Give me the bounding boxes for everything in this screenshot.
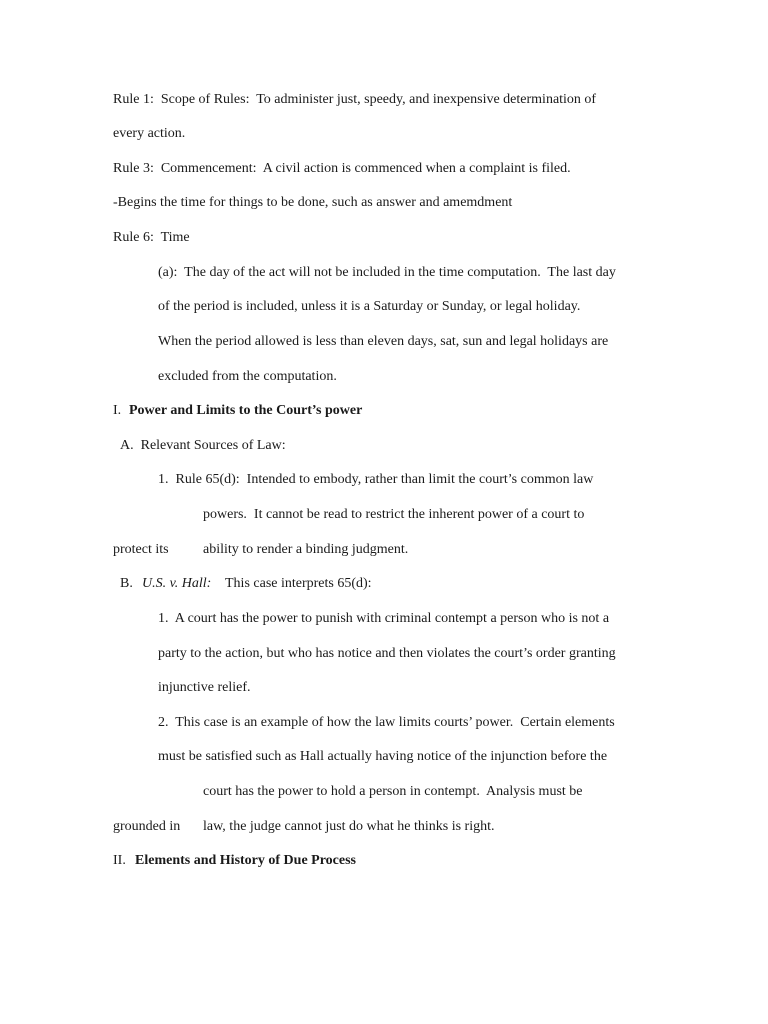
rule-65d-line-3: [0, 538, 409, 562]
subsection-b-text: This case interprets 65(d):: [225, 576, 372, 591]
rule-3-line: [0, 157, 571, 181]
case-name: U.S. v. Hall:: [142, 576, 212, 591]
hall-point-2-text-4b: law, the judge cannot just do what he thinks is right.: [203, 819, 495, 834]
subsection-b-number: B.: [120, 576, 133, 591]
hall-point-1-text-2: party to the action, but who has notice and then violates the court’s order granting: [158, 646, 616, 661]
hall-point-2-line-4: [0, 815, 495, 839]
rule-65d-text-2: powers. It cannot be read to restrict the inherent power of a court to: [203, 507, 585, 522]
section-1-title: Power and Limits to the Court’s power: [129, 403, 363, 418]
subsection-a-heading: [0, 434, 286, 458]
rule-6-a-line-4: [0, 365, 337, 389]
rule-6-a-line-2: [0, 295, 581, 319]
hall-point-1-line-1: [0, 607, 610, 631]
rule-65d-text-3a: protect its: [113, 542, 169, 557]
rule-65d-line-2: [0, 503, 585, 527]
rule-65d-text-3b: ability to render a binding judgment.: [203, 542, 409, 557]
rule-3-note-text: -Begins the time for things to be done, such as answer and amemdment: [113, 195, 513, 210]
rule-1-line: [0, 88, 597, 112]
rule-6-text: Rule 6: Time: [113, 230, 190, 245]
section-2-title: Elements and History of Due Process: [135, 853, 356, 868]
hall-point-1-text-3: injunctive relief.: [158, 680, 251, 695]
rule-6-line: [0, 226, 190, 250]
rule-6-a-text-3: When the period allowed is less than eleven days, sat, sun and legal holidays are: [158, 334, 609, 349]
rule-3-text: Rule 3: Commencement: A civil action is commenced when a complaint is filed.: [113, 161, 571, 176]
subsection-b-heading: [0, 572, 372, 596]
hall-point-1-line-2: [0, 642, 616, 666]
section-1-number: I.: [113, 403, 122, 418]
rule-1-text: Rule 1: Scope of Rules: To administer just, speedy, and inexpensive determination of: [113, 92, 597, 107]
section-1-heading: [0, 399, 363, 423]
rule-6-a-text-4: excluded from the computation.: [158, 369, 337, 384]
hall-point-1-text-1: 1. A court has the power to punish with criminal contempt a person who is not a: [158, 611, 610, 626]
hall-point-2-text-3: court has the power to hold a person in contempt. Analysis must be: [203, 784, 583, 799]
hall-point-2-line-2: [0, 745, 608, 769]
section-2-heading: [0, 849, 356, 873]
rule-6-a-line-3: [0, 330, 609, 354]
hall-point-1-line-3: [0, 676, 251, 700]
hall-point-2-text-2: must be satisfied such as Hall actually having notice of the injunction before the: [158, 749, 608, 764]
rule-6-a-text-1: (a): The day of the act will not be included in the time computation. The last day: [158, 265, 616, 280]
subsection-a-text: A. Relevant Sources of Law:: [120, 438, 286, 453]
rule-65d-text-1: 1. Rule 65(d): Intended to embody, rather than limit the court’s common law: [158, 472, 594, 487]
hall-point-2-text-1: 2. This case is an example of how the law limits courts’ power. Certain elements: [158, 715, 615, 730]
section-2-number: II.: [113, 853, 126, 868]
rule-6-a-text-2: of the period is included, unless it is a Saturday or Sunday, or legal holiday.: [158, 299, 581, 314]
hall-point-2-line-3: [0, 780, 583, 804]
hall-point-2-line-1: [0, 711, 615, 735]
rule-65d-line-1: [0, 468, 594, 492]
rule-6-a-line-1: [0, 261, 616, 285]
hall-point-2-text-4a: grounded in: [113, 819, 181, 834]
rule-3-note: [0, 191, 513, 215]
rule-1-continuation: [0, 122, 186, 146]
rule-1-text-cont: every action.: [113, 126, 186, 141]
